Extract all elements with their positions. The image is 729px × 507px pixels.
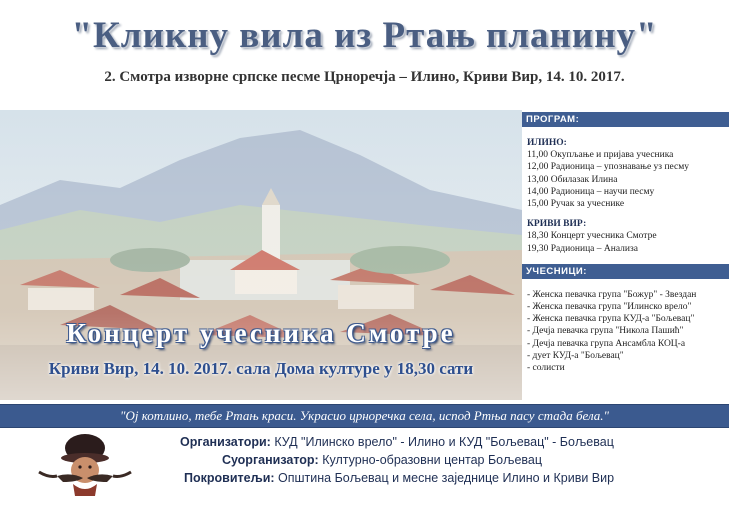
quote-band xyxy=(0,404,729,428)
organizers-label: Организатори: xyxy=(180,435,271,449)
folk-figure-logo xyxy=(37,432,133,498)
program-item: 14,00 Радионица – научи песму xyxy=(527,186,655,197)
program-item: 13,00 Обилазак Илина xyxy=(527,174,618,185)
participant-item: - солисти xyxy=(527,363,565,374)
program-block xyxy=(522,127,729,255)
poster-subtitle: 2. Смотра изворне српске песме Црноречја – Илино, Криви Вир, 14. 10. 2017. xyxy=(104,69,625,85)
patrons-line xyxy=(180,469,720,487)
quote-text: "Ој котлино, тебе Ртањ краси. Украсио црноречка села, испод Ртња пасу стада бела." xyxy=(120,408,609,423)
patrons-label: Покровитељи: xyxy=(184,471,275,485)
participant-item: - Дечја певачка група Ансамбла КОЦ-а xyxy=(527,338,686,349)
participant-item: - Женска певачка група "Божур" - Звездан xyxy=(527,289,697,300)
coorganizer-line xyxy=(180,451,720,469)
participant-item: - Женска певачка група "Илинско врело" xyxy=(527,302,692,313)
participant-item: - Женска певачка група КУД-а "Бољевац" xyxy=(527,314,695,325)
program-header: ПРОГРАМ: xyxy=(522,112,729,127)
program-item: 12,00 Радионица – упознавање уз песму xyxy=(527,162,689,173)
credits xyxy=(180,433,720,487)
program-item: 18,30 Концерт учесника Смотре xyxy=(527,231,657,242)
ilino-label: ИЛИНО: xyxy=(527,138,567,148)
participants-header: УЧЕСНИЦИ: xyxy=(522,264,729,279)
program-item: 11,00 Окупљање и пријава учесника xyxy=(527,150,674,161)
participant-item: - Дечја певачка група "Никола Пашић" xyxy=(527,326,684,337)
program-column xyxy=(522,112,729,400)
patrons-value: Општина Бољевац и месне заједнице Илино и Криви Вир xyxy=(278,471,615,485)
krivi-vir-label: КРИВИ ВИР: xyxy=(527,219,587,230)
concert-details: Криви Вир, 14. 10. 2017. сала Дома културе у 18,30 сати xyxy=(48,359,474,378)
coorganizer-value: Културно-образовни центар Бољевац xyxy=(322,453,543,467)
village-painting xyxy=(0,110,522,400)
organizers-line xyxy=(180,433,720,451)
coorganizer-label: Суорганизатор: xyxy=(222,453,319,467)
participants-block xyxy=(522,279,729,374)
program-item: 15,00 Ручак за учеснике xyxy=(527,199,625,210)
participant-item: - дует КУД-а "Бољевац" xyxy=(527,350,624,361)
program-item: 19,30 Радионица – Анализа xyxy=(527,243,638,254)
poster-title: "Кликну вила из Ртањ планину" xyxy=(71,15,658,56)
concert-title: Концерт учесника Смотре xyxy=(66,318,456,348)
organizers-value: КУД "Илинско врело" - Илино и КУД "Бољевац" - Бољевац xyxy=(274,435,614,449)
